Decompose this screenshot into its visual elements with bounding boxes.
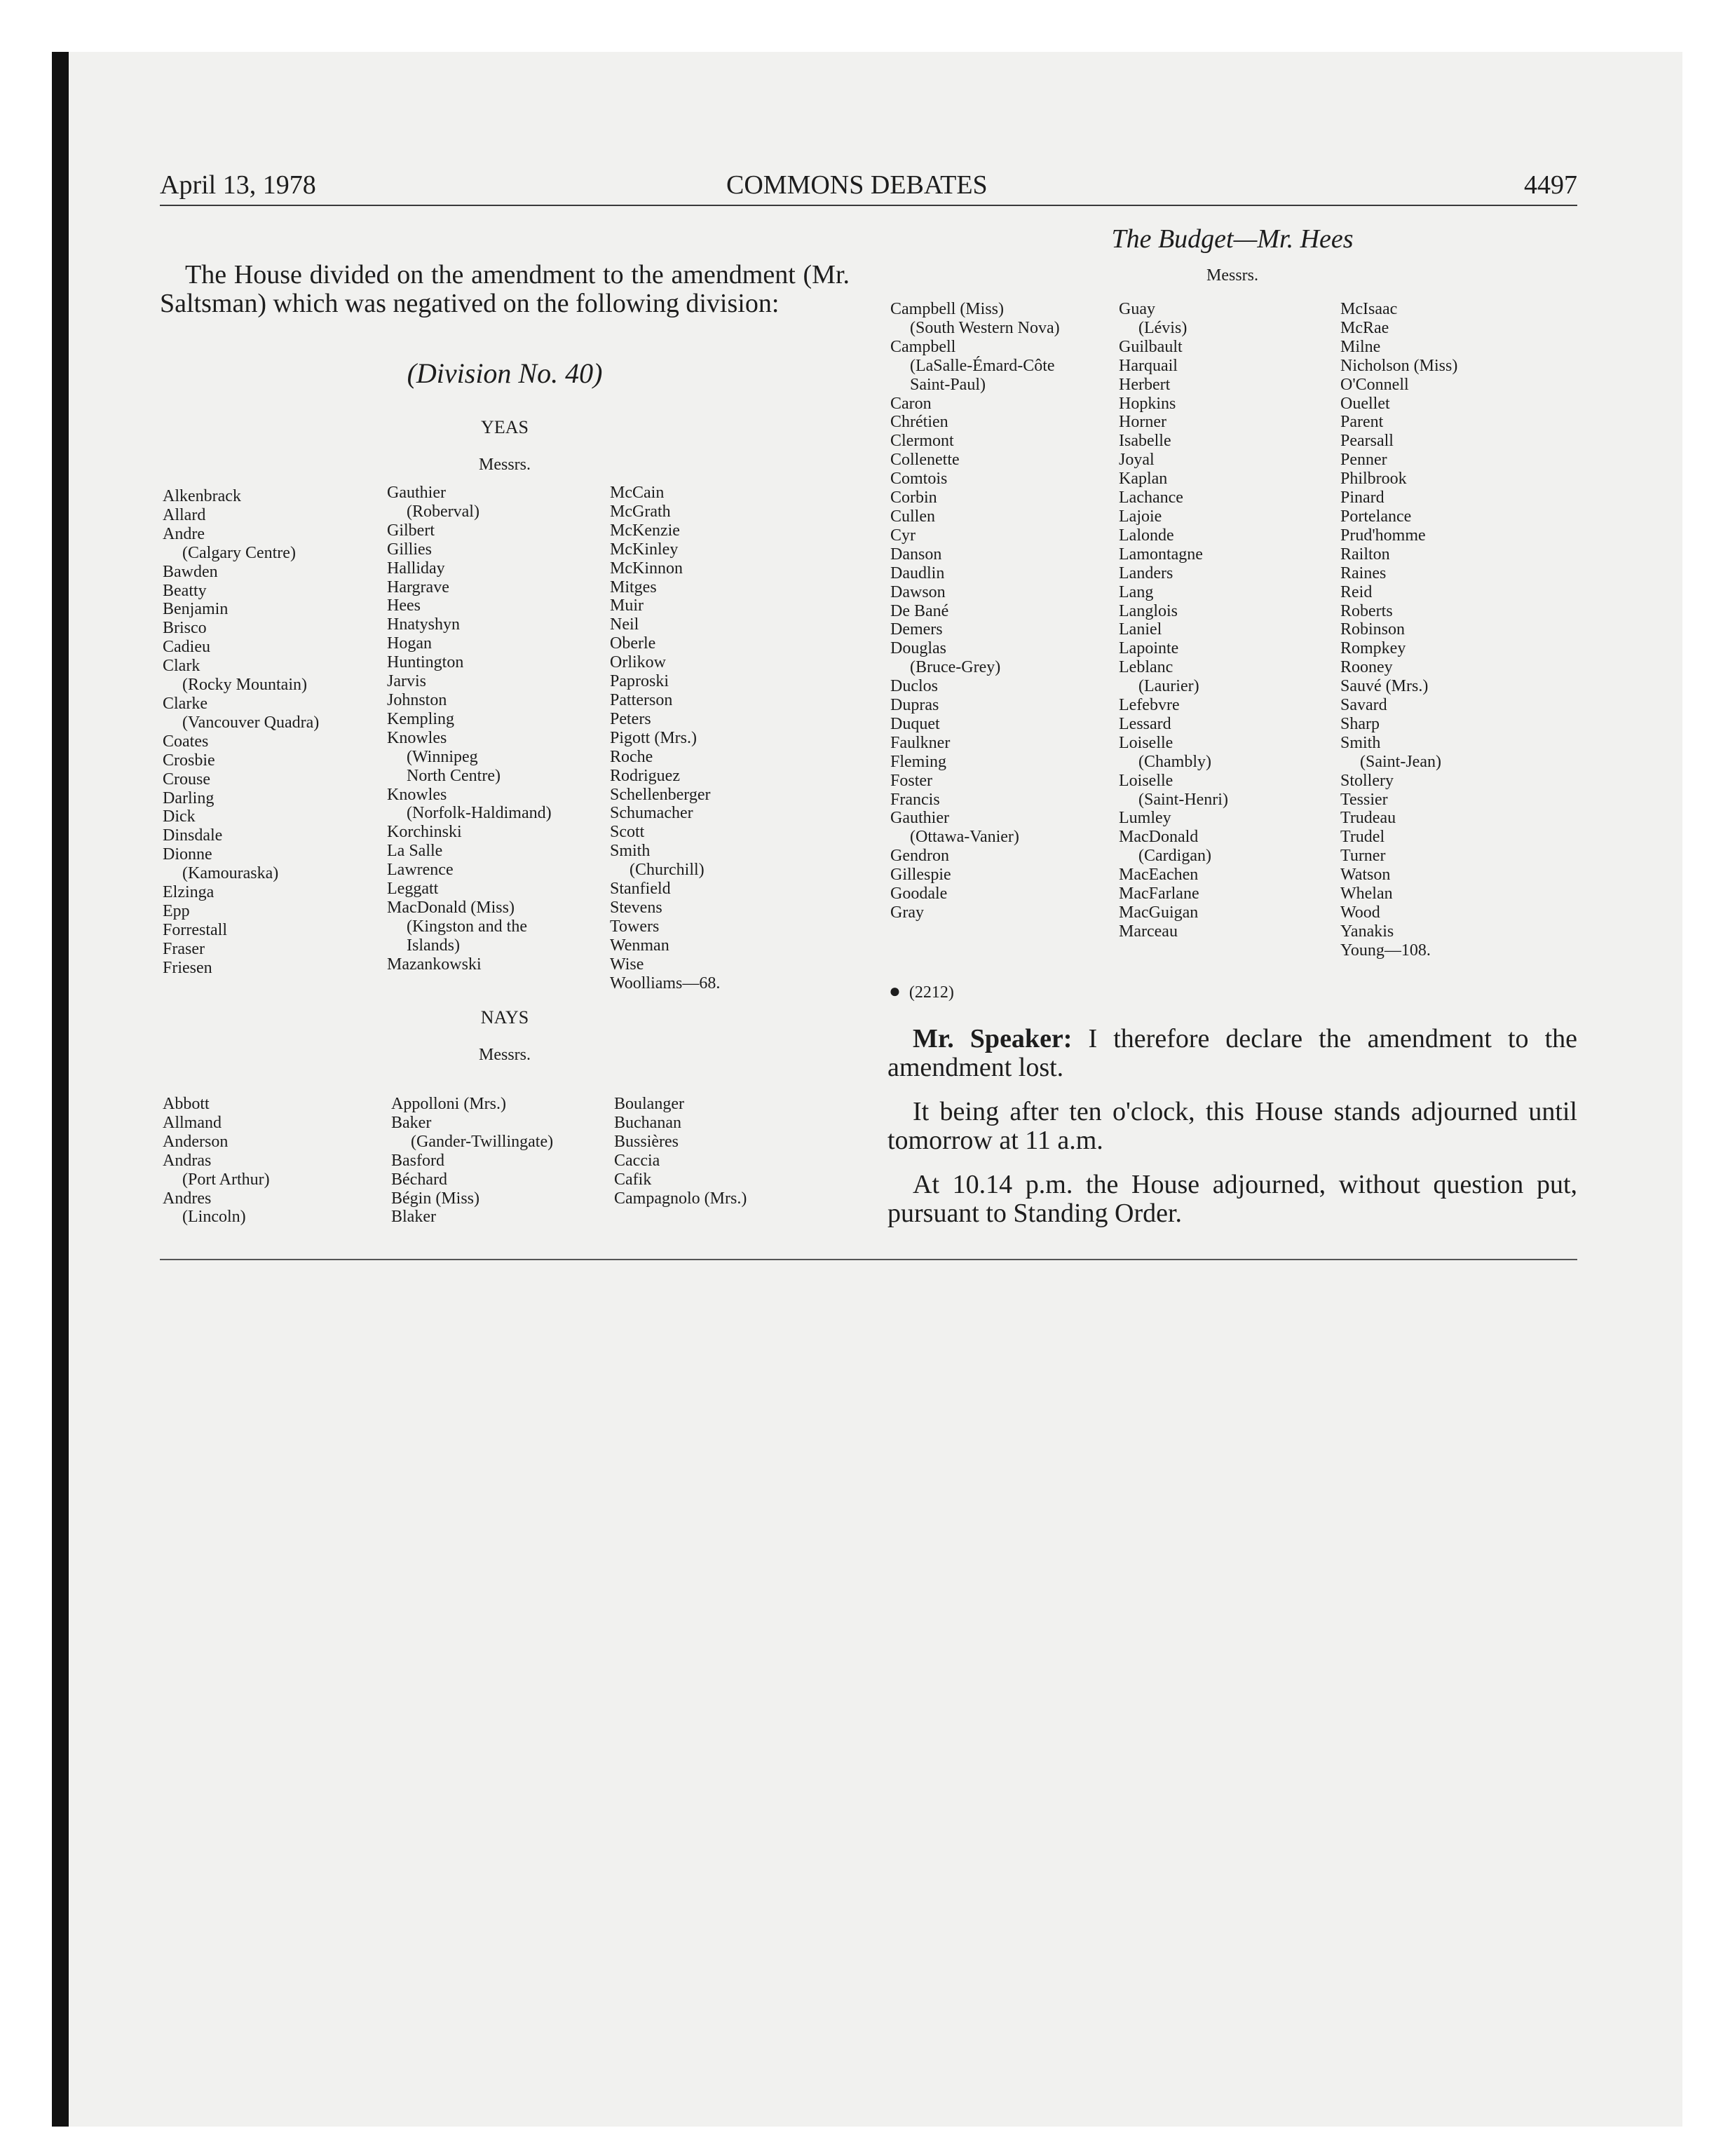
member-name: MacFarlane	[1119, 885, 1199, 903]
member-name: Horner	[1119, 413, 1166, 432]
member-name: Watson	[1340, 866, 1391, 885]
speaker-name: Mr. Speaker:	[913, 1024, 1073, 1053]
member-riding: (Ottawa-Vanier)	[910, 828, 1019, 847]
member-name: Johnston	[387, 690, 447, 709]
member-name: Gray	[890, 903, 924, 922]
member-riding: (LaSalle-Émard-Côte	[910, 356, 1055, 375]
member-name: Hees	[387, 596, 421, 615]
member-name: Smith	[610, 842, 651, 861]
member-name: Anderson	[163, 1132, 229, 1151]
member-name: Ouellet	[1340, 394, 1390, 413]
member-name: Allard	[163, 505, 206, 524]
member-name: Stanfield	[610, 880, 671, 899]
member-name: Allmand	[163, 1113, 222, 1132]
member-name: Pearsall	[1340, 432, 1394, 451]
member-name: Gauthier	[387, 484, 446, 502]
member-name: O'Connell	[1340, 375, 1409, 394]
yeas-column-1	[163, 487, 319, 978]
member-name: Béchard	[391, 1170, 447, 1189]
member-name: Kaplan	[1119, 470, 1168, 489]
member-name: Collenette	[890, 451, 960, 470]
member-name: Gilbert	[387, 521, 435, 540]
member-name: Knowles	[387, 728, 447, 747]
member-name: Pinard	[1340, 489, 1384, 507]
member-name: Alkenbrack	[163, 487, 241, 505]
member-name: Orlikow	[610, 653, 666, 672]
member-name: Caccia	[614, 1151, 660, 1170]
nays-column-2	[391, 1095, 553, 1227]
nays-messrs-right: Messrs.	[1206, 266, 1258, 285]
member-name: McKinley	[610, 540, 679, 559]
member-name: Smith	[1340, 733, 1381, 752]
adjourn-paragraph-text: It being after ten o'clock, this House stands adjourned until tomorrow at 11 a.m.	[887, 1097, 1577, 1155]
member-name: Lessard	[1119, 714, 1171, 733]
member-name: Blaker	[391, 1208, 436, 1227]
member-name: Roberts	[1340, 601, 1393, 620]
header-publication: COMMONS DEBATES	[726, 170, 988, 200]
member-riding: (Gander-Twillingate)	[411, 1132, 554, 1151]
member-name: Elzinga	[163, 883, 215, 902]
member-name: Huntington	[387, 653, 464, 672]
member-name: Campagnolo (Mrs.)	[614, 1189, 747, 1208]
member-name: Rompkey	[1340, 639, 1406, 658]
member-name: Campbell	[890, 337, 956, 356]
member-name: Loiselle	[1119, 733, 1173, 752]
member-name: Landers	[1119, 564, 1173, 582]
member-name: Gauthier	[890, 809, 949, 828]
member-riding: (Port Arthur)	[182, 1170, 270, 1189]
member-name: Parent	[1340, 413, 1384, 432]
member-name: Gendron	[890, 847, 949, 866]
member-name: Hargrave	[387, 578, 449, 596]
member-name: Stevens	[610, 898, 662, 917]
member-name: Bussières	[614, 1132, 679, 1151]
member-name: Lajoie	[1119, 507, 1162, 526]
member-name: Corbin	[890, 489, 937, 507]
member-name: Clermont	[890, 432, 954, 451]
member-name: Portelance	[1340, 507, 1412, 526]
member-riding: North Centre)	[407, 766, 501, 785]
member-name: Schumacher	[610, 804, 693, 823]
member-name: Joyal	[1119, 451, 1155, 470]
running-head: The Budget—Mr. Hees	[1111, 224, 1354, 254]
member-name: Lefebvre	[1119, 696, 1180, 715]
member-riding: (Cardigan)	[1138, 847, 1211, 866]
member-name: McIsaac	[1340, 300, 1398, 318]
member-name: Marceau	[1119, 922, 1178, 941]
member-riding: (Bruce-Grey)	[910, 658, 1001, 677]
member-name: Dupras	[890, 696, 939, 715]
member-name: Patterson	[610, 690, 673, 709]
member-name: Boulanger	[614, 1095, 684, 1113]
member-name: Danson	[890, 545, 942, 564]
member-name: Yanakis	[1340, 922, 1394, 941]
member-riding: (Vancouver Quadra)	[182, 713, 320, 732]
header-page-number: 4497	[1524, 170, 1577, 200]
member-name: Loiselle	[1119, 771, 1173, 790]
member-name: Dick	[163, 807, 196, 826]
member-name: Lamontagne	[1119, 545, 1203, 564]
member-name: Jarvis	[387, 672, 426, 691]
member-name: Neil	[610, 615, 639, 634]
member-name: Gillespie	[890, 866, 951, 885]
member-name: Cadieu	[163, 638, 210, 657]
member-name: Duclos	[890, 677, 938, 696]
member-name: Benjamin	[163, 600, 229, 619]
member-riding: (South Western Nova)	[910, 318, 1060, 337]
member-name: Robinson	[1340, 620, 1406, 639]
member-riding: Islands)	[407, 936, 460, 955]
nays-column-4	[890, 300, 1060, 922]
nays-heading: NAYS	[480, 1007, 529, 1028]
member-name: Clark	[163, 657, 200, 676]
member-name: De Bané	[890, 601, 949, 620]
nays-column-6	[1340, 300, 1457, 960]
member-name: Cyr	[890, 526, 916, 545]
member-name: McKenzie	[610, 521, 680, 540]
member-name: Goodale	[890, 885, 948, 903]
member-name: Francis	[890, 790, 940, 809]
member-name: Crouse	[163, 770, 210, 789]
member-name: Raines	[1340, 564, 1387, 582]
member-name: Stollery	[1340, 771, 1394, 790]
member-riding: (Laurier)	[1138, 677, 1199, 696]
member-name: Isabelle	[1119, 432, 1171, 451]
member-name: McCain	[610, 484, 665, 502]
member-name: Paproski	[610, 672, 669, 691]
member-name: Andres	[163, 1189, 212, 1208]
member-name: Cafik	[614, 1170, 652, 1189]
time-marker-text: (2212)	[909, 983, 954, 1002]
member-name: MacDonald (Miss)	[387, 898, 515, 917]
member-name: Tessier	[1340, 790, 1388, 809]
member-name: Basford	[391, 1151, 444, 1170]
member-name: Milne	[1340, 337, 1381, 356]
member-riding: (Saint-Henri)	[1138, 790, 1228, 809]
member-name: Sauvé (Mrs.)	[1340, 677, 1429, 696]
member-name: Abbott	[163, 1095, 210, 1113]
member-riding: (Saint-Jean)	[1360, 752, 1441, 771]
member-name: Harquail	[1119, 356, 1178, 375]
member-name: Bawden	[163, 562, 218, 581]
nays-messrs: Messrs.	[478, 1046, 531, 1064]
member-name: Muir	[610, 596, 644, 615]
member-name: Faulkner	[890, 733, 951, 752]
member-name: Duquet	[890, 714, 940, 733]
member-riding: (Norfolk-Haldimand)	[407, 804, 552, 823]
member-name: Oberle	[610, 634, 656, 653]
member-name: Railton	[1340, 545, 1390, 564]
member-name: Clarke	[163, 694, 207, 713]
member-name: Dionne	[163, 845, 212, 864]
member-riding: (Calgary Centre)	[182, 543, 296, 562]
speaker-text: I therefore declare the amendment to the amendment lost.	[887, 1024, 1577, 1082]
intro-paragraph-text: The House divided on the amendment to the amendment (Mr. Saltsman) which was negatived on the following division:	[160, 260, 850, 318]
member-name: Fraser	[163, 939, 205, 958]
member-name: Towers	[610, 917, 660, 936]
member-name: Buchanan	[614, 1113, 681, 1132]
division-title: (Division No. 40)	[407, 357, 603, 389]
member-name: Beatty	[163, 581, 207, 600]
intro-paragraph	[160, 261, 850, 318]
footer-rule	[160, 1259, 1577, 1260]
member-name: Trudel	[1340, 828, 1385, 847]
nays-column-3	[614, 1095, 747, 1208]
member-name: Baker	[391, 1113, 432, 1132]
member-riding: (Kamouraska)	[182, 864, 279, 883]
member-name: Rooney	[1340, 658, 1393, 677]
member-name: Trudeau	[1340, 809, 1396, 828]
member-name: Turner	[1340, 847, 1386, 866]
speaker-paragraph	[887, 1025, 1577, 1082]
member-name: Young—108.	[1340, 941, 1431, 960]
member-riding: (Churchill)	[630, 861, 705, 880]
member-riding: (Lincoln)	[182, 1208, 246, 1227]
member-name: Halliday	[387, 559, 445, 578]
member-name: Campbell (Miss)	[890, 300, 1004, 318]
yeas-column-2	[387, 484, 552, 974]
member-name: Fleming	[890, 752, 947, 771]
member-name: Leggatt	[387, 880, 439, 899]
member-name: Lapointe	[1119, 639, 1179, 658]
member-name: Schellenberger	[610, 785, 711, 804]
member-name: Darling	[163, 789, 215, 807]
member-name: MacGuigan	[1119, 903, 1199, 922]
member-name: Guay	[1119, 300, 1155, 318]
member-name: Reid	[1340, 582, 1373, 601]
member-name: Philbrook	[1340, 470, 1407, 489]
member-name: La Salle	[387, 842, 443, 861]
member-name: Hogan	[387, 634, 432, 653]
member-name: Coates	[163, 732, 209, 751]
member-name: Dawson	[890, 582, 946, 601]
member-name: Daudlin	[890, 564, 945, 582]
member-name: Lachance	[1119, 489, 1183, 507]
final-paragraph-text: At 10.14 p.m. the House adjourned, without question put, pursuant to Standing Order.	[887, 1170, 1577, 1228]
member-name: Gillies	[387, 540, 432, 559]
member-riding: (Lévis)	[1138, 318, 1188, 337]
member-name: Appolloni (Mrs.)	[391, 1095, 506, 1113]
bullet-icon: ●	[889, 981, 901, 1002]
member-name: McRae	[1340, 318, 1389, 337]
member-name: McKinnon	[610, 559, 683, 578]
member-name: Brisco	[163, 619, 207, 638]
member-name: Hopkins	[1119, 394, 1176, 413]
time-marker	[889, 981, 954, 1003]
member-name: Prud'homme	[1340, 526, 1426, 545]
member-name: Epp	[163, 901, 190, 920]
member-name: Lawrence	[387, 861, 454, 880]
member-name: Woolliams—68.	[610, 974, 721, 992]
member-name: Dinsdale	[163, 826, 223, 845]
member-riding: (Winnipeg	[407, 747, 478, 766]
member-name: Peters	[610, 709, 651, 728]
member-name: Cullen	[890, 507, 935, 526]
member-name: MacDonald	[1119, 828, 1199, 847]
member-riding: (Chambly)	[1138, 752, 1211, 771]
member-name: Wenman	[610, 936, 669, 955]
member-name: Pigott (Mrs.)	[610, 728, 698, 747]
member-name: Sharp	[1340, 714, 1380, 733]
member-name: Andras	[163, 1151, 212, 1170]
member-name: Korchinski	[387, 823, 462, 842]
adjourn-paragraph	[887, 1098, 1577, 1155]
member-name: Wood	[1340, 903, 1380, 922]
member-name: Savard	[1340, 696, 1387, 715]
member-name: Mazankowski	[387, 955, 482, 974]
member-name: Demers	[890, 620, 943, 639]
member-name: Laniel	[1119, 620, 1162, 639]
member-name: Lumley	[1119, 809, 1171, 828]
member-name: Andre	[163, 524, 205, 543]
member-name: Herbert	[1119, 375, 1171, 394]
nays-column-1	[163, 1095, 270, 1227]
member-name: Wise	[610, 955, 644, 974]
member-name: Nicholson (Miss)	[1340, 356, 1458, 375]
member-riding: (Roberval)	[407, 502, 479, 521]
member-name: Penner	[1340, 451, 1387, 470]
binding-edge	[52, 52, 69, 2127]
member-name: McGrath	[610, 502, 671, 521]
member-name: Mitges	[610, 578, 657, 596]
yeas-column-3	[610, 484, 720, 992]
yeas-heading: YEAS	[481, 417, 529, 437]
member-name: Roche	[610, 747, 653, 766]
member-name: Bégin (Miss)	[391, 1189, 479, 1208]
member-name: Chrétien	[890, 413, 948, 432]
final-paragraph	[887, 1171, 1577, 1228]
member-name: Forrestall	[163, 920, 227, 939]
member-name: Foster	[890, 771, 932, 790]
member-name: Rodriguez	[610, 766, 680, 785]
member-name: Comtois	[890, 470, 948, 489]
member-name: Hnatyshyn	[387, 615, 460, 634]
member-name: Guilbault	[1119, 337, 1183, 356]
member-name: Scott	[610, 823, 645, 842]
header-date: April 13, 1978	[160, 170, 316, 200]
member-riding: Saint-Paul)	[910, 375, 986, 394]
member-name: Leblanc	[1119, 658, 1173, 677]
member-riding: (Rocky Mountain)	[182, 676, 307, 695]
nays-column-5	[1119, 300, 1228, 941]
member-name: Lang	[1119, 582, 1154, 601]
member-name: Knowles	[387, 785, 447, 804]
header-rule	[160, 205, 1577, 206]
member-name: Kempling	[387, 709, 454, 728]
member-name: Whelan	[1340, 885, 1393, 903]
member-name: Lalonde	[1119, 526, 1174, 545]
member-name: Crosbie	[163, 751, 215, 770]
member-name: Caron	[890, 394, 932, 413]
member-name: Friesen	[163, 958, 212, 977]
member-name: MacEachen	[1119, 866, 1199, 885]
member-name: Douglas	[890, 639, 946, 658]
member-name: Langlois	[1119, 601, 1178, 620]
member-riding: (Kingston and the	[407, 917, 527, 936]
yeas-messrs: Messrs.	[478, 456, 531, 474]
